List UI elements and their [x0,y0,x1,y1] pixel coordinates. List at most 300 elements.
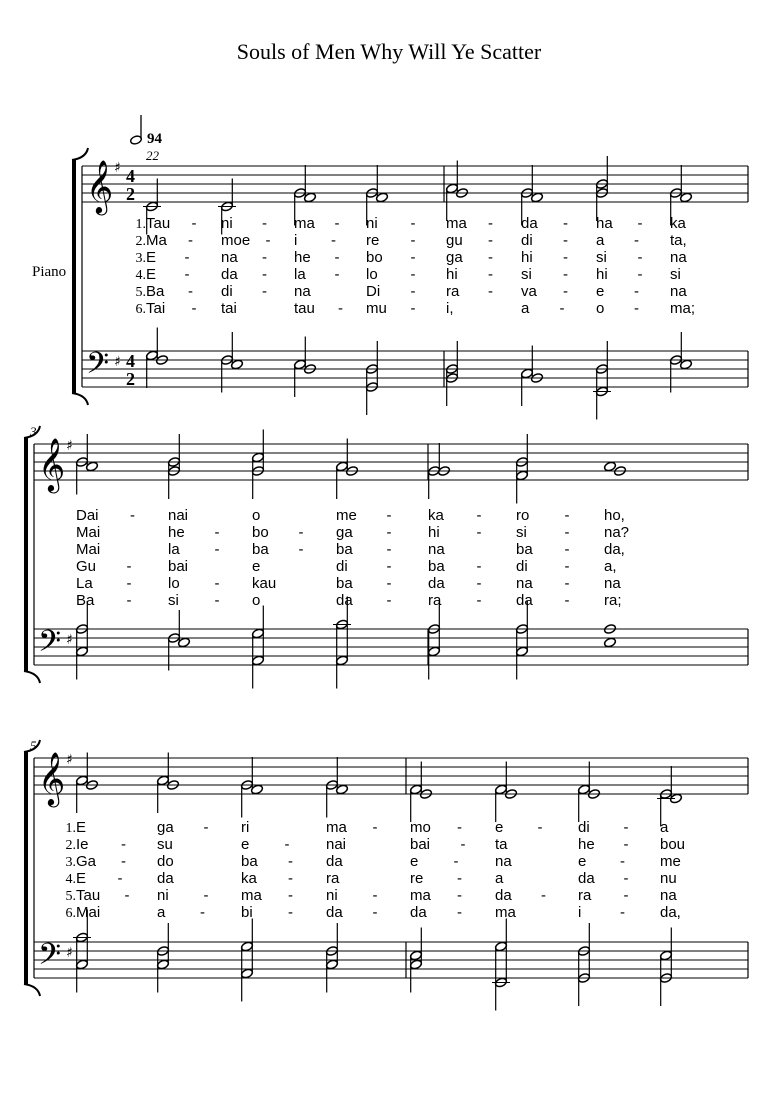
lyric-syllable: mo [410,819,431,836]
lyric-syllable: lo [366,266,378,283]
lyric-syllable: e [495,819,504,836]
lyric-syllable: la [168,541,180,558]
lyric-syllable: ma [326,819,347,836]
lyric-hyphen: - [541,887,546,904]
lyric-syllable: si [516,524,527,541]
lyric-hyphen: - [476,507,482,524]
lyric-syllable: e [252,558,261,575]
verse-number: 5. [65,889,76,904]
lyric-syllable: Mai [76,524,101,541]
lyric-hyphen: - [634,300,639,317]
lyric-hyphen: - [476,524,482,541]
lyric-hyphen: - [476,575,482,592]
lyric-syllable: Mai [76,904,101,921]
lyric-hyphen: - [288,904,293,921]
lyric-hyphen: - [563,266,568,283]
time-sig-top: 4 [126,166,135,186]
lyric-syllable: La [76,575,93,592]
bass-staff [34,629,748,665]
lyric-syllable: ga [336,524,353,541]
lyric-syllable: di [578,819,590,836]
lyric-hyphen: - [188,283,193,300]
lyric-hyphen: - [386,558,392,575]
lyric-hyphen: - [563,215,568,232]
half-note [75,959,88,970]
lyric-syllable: da [336,592,353,609]
sharp-icon: ♯ [66,945,73,961]
measure-number: 5 [30,738,37,753]
verse-number: 2. [135,234,146,249]
lyric-syllable: di [521,232,533,249]
lyric-hyphen: - [372,904,378,921]
sharp-icon: ♯ [114,354,121,370]
lyric-syllable: e [596,283,605,300]
lyric-hyphen: - [564,524,570,541]
measure-number: 22 [146,148,159,163]
lyric-syllable: da [521,215,538,232]
half-note [515,646,528,657]
half-note [156,959,169,970]
lyric-hyphen: - [476,558,482,575]
lyric-hyphen: - [623,836,629,853]
lyric-syllable: nai [168,507,189,524]
treble-staff [82,166,748,202]
lyric-syllable: ba [241,853,258,870]
lyric-hyphen: - [214,524,220,541]
time-sig-bottom: 2 [126,184,135,204]
lyric-hyphen: - [488,249,493,266]
lyric-syllable: E [76,870,87,887]
lyric-hyphen: - [537,819,543,836]
lyric-syllable: da [516,592,533,609]
lyric-syllable: na [428,541,445,558]
lyric-hyphen: - [124,887,130,904]
measure-number: 3 [30,424,37,439]
verse-number: 5. [135,285,146,300]
lyric-hyphen: - [262,215,267,232]
lyric-hyphen: - [410,232,416,249]
verse-number: 1. [65,821,76,836]
lyric-hyphen: - [372,887,378,904]
lyric-syllable: la [294,266,306,283]
lyric-hyphen: - [563,232,568,249]
lyric-hyphen: - [623,870,629,887]
lyric-syllable: o [596,300,605,317]
lyric-hyphen: - [620,904,625,921]
lyric-hyphen: - [262,266,267,283]
lyric-hyphen: - [488,283,493,300]
lyric-syllable: na? [604,524,630,541]
lyric-syllable: si [521,266,532,283]
lyric-hyphen: - [191,215,197,232]
lyric-hyphen: - [460,836,466,853]
system-1 [72,148,748,420]
lyric-syllable: ro [516,507,530,524]
lyric-syllable: e [410,853,419,870]
lyric-hyphen: - [203,819,209,836]
time-sig-top: 4 [126,351,135,371]
lyric-syllable: ga [157,819,174,836]
lyric-hyphen: - [334,266,340,283]
bass-clef-icon: 𝄢 [86,347,110,388]
lyric-syllable: Di [366,283,381,300]
lyric-syllable: na [670,249,687,266]
verse-number: 6. [135,302,146,317]
lyric-syllable: ga [446,249,463,266]
lyric-syllable: ma [410,887,431,904]
score-title: Souls of Men Why Will Ye Scatter [236,39,542,64]
lyric-syllable: va [521,283,537,300]
lyric-syllable: he [168,524,185,541]
lyric-syllable: a, [604,558,617,575]
lyric-hyphen: - [121,836,126,853]
lyric-syllable: da [578,870,595,887]
lyric-hyphen: - [130,507,135,524]
system-2 [24,424,748,689]
tempo-marking [130,115,163,147]
lyric-syllable: a [495,870,504,887]
lyric-syllable: re [366,232,380,249]
lyric-syllable: bo [366,249,383,266]
system-3 [24,738,748,1011]
lyric-hyphen: - [191,300,197,317]
lyric-hyphen: - [214,541,220,558]
bass-staff [82,351,748,387]
lyric-hyphen: - [564,507,570,524]
lyric-hyphen: - [623,887,629,904]
lyric-syllable: na [660,887,677,904]
treble-clef-icon: 𝄞 [38,437,66,491]
lyric-hyphen: - [623,819,629,836]
verse-number: 2. [65,838,76,853]
lyric-syllable: ba [428,558,445,575]
lyric-hyphen: - [126,575,132,592]
lyric-hyphen: - [488,232,493,249]
tempo-value: 94 [147,131,162,147]
lyric-syllable: ni [326,887,338,904]
lyric-hyphen: - [457,904,462,921]
lyric-syllable: ma; [670,300,696,317]
lyric-hyphen: - [559,300,565,317]
sharp-icon: ♯ [114,160,121,176]
lyric-syllable: do [157,853,174,870]
half-note [75,646,88,657]
lyric-hyphen: - [620,853,625,870]
half-note [409,959,422,970]
lyric-hyphen: - [126,592,132,609]
bracket-bottom-hook [24,671,40,683]
whole-note [603,637,616,648]
lyric-syllable: da [221,266,238,283]
lyric-syllable: si [168,592,179,609]
lyric-syllable: ta, [670,232,687,249]
lyric-hyphen: - [634,232,639,249]
lyric-syllable: o [252,507,261,524]
lyric-syllable: moe [221,232,251,249]
lyric-syllable: lo [168,575,180,592]
lyric-syllable: E [76,819,87,836]
time-sig-bottom: 2 [126,369,135,389]
lyric-syllable: su [157,836,173,853]
lyric-syllable: ba [252,541,269,558]
lyric-syllable: di [336,558,348,575]
lyric-hyphen: - [298,541,304,558]
lyric-hyphen: - [410,266,416,283]
half-note [325,959,338,970]
lyric-syllable: hi [446,266,458,283]
lyric-hyphen: - [214,575,220,592]
lyric-hyphen: - [386,592,392,609]
lyric-syllable: da [495,887,512,904]
lyric-syllable: da [326,853,343,870]
bass-clef-icon: 𝄢 [38,938,62,979]
lyric-hyphen: - [457,887,462,904]
lyric-syllable: ra [326,870,340,887]
lyric-syllable: re [410,870,424,887]
lyric-hyphen: - [386,507,392,524]
system-bracket [24,438,28,671]
lyric-syllable: bo [252,524,269,541]
lyric-syllable: bai [410,836,431,853]
lyric-hyphen: - [126,558,132,575]
lyric-hyphen: - [410,215,416,232]
verse-number: 3. [135,251,146,266]
verse-number: 4. [65,872,76,887]
verse-number: 1. [135,217,146,232]
lyric-hyphen: - [188,232,193,249]
half-note [251,452,264,463]
lyric-hyphen: - [488,215,493,232]
lyric-syllable: he [578,836,595,853]
lyric-syllable: ma [495,904,516,921]
lyric-syllable: Ma [146,232,167,249]
lyric-syllable: si [670,266,681,283]
lyric-hyphen: - [288,853,293,870]
lyric-syllable: Tai [146,300,166,317]
lyric-hyphen: - [117,870,123,887]
lyric-hyphen: - [214,592,220,609]
lyric-syllable: da [410,904,427,921]
lyric-syllable: Ga [76,853,97,870]
lyric-hyphen: - [200,904,205,921]
lyric-syllable: ra [446,283,460,300]
bass-staff [34,942,748,978]
lyric-hyphen: - [637,249,643,266]
lyric-syllable: Gu [76,558,97,575]
lyric-hyphen: - [284,836,290,853]
lyric-syllable: ma [241,887,262,904]
lyric-syllable: nai [326,836,347,853]
sharp-icon: ♯ [66,632,73,648]
lyric-syllable: e [578,853,587,870]
lyric-hyphen: - [338,300,343,317]
lyric-syllable: si [596,249,607,266]
half-note [251,628,264,639]
lyric-syllable: di [221,283,233,300]
lyric-syllable: bai [168,558,189,575]
lyric-syllable: bou [660,836,686,853]
treble-clef-icon: 𝄞 [86,159,114,213]
lyric-syllable: i, [446,300,454,317]
sharp-icon: ♯ [66,438,73,454]
lyric-syllable: hi [428,524,440,541]
bass-clef-icon: 𝄢 [38,625,62,666]
lyric-hyphen: - [563,249,568,266]
lyric-hyphen: - [184,266,190,283]
treble-staff [34,758,748,794]
lyric-hyphen: - [298,524,304,541]
half-note [240,968,253,979]
lyric-syllable: ni [157,887,169,904]
verse-number: 3. [65,855,76,870]
lyric-hyphen: - [457,819,462,836]
lyric-syllable: ni [221,215,233,232]
lyric-syllable: nu [660,870,677,887]
lyric-hyphen: - [410,283,416,300]
lyric-hyphen: - [203,887,209,904]
half-note [409,950,422,961]
lyric-syllable: a [157,904,166,921]
lyric-hyphen: - [488,266,493,283]
lyric-syllable: da [157,870,174,887]
lyric-hyphen: - [386,541,392,558]
lyric-syllable: ma [446,215,467,232]
lyric-syllable: da, [660,904,681,921]
lyric-syllable: na [604,575,621,592]
lyric-syllable: o [252,592,261,609]
lyric-syllable: na [221,249,238,266]
lyric-syllable: ma [294,215,315,232]
lyric-hyphen: - [288,870,293,887]
verse-number: 4. [135,268,146,283]
lyric-syllable: Ba [146,283,165,300]
lyric-hyphen: - [184,249,190,266]
half-note [659,950,672,961]
lyric-syllable: hi [521,249,533,266]
lyric-syllable: ba [516,541,533,558]
bracket-bottom-hook [24,984,40,996]
lyric-syllable: kau [252,575,277,592]
lyric-hyphen: - [453,853,459,870]
lyric-hyphen: - [410,249,416,266]
lyric-syllable: E [146,266,157,283]
lyric-hyphen: - [457,870,462,887]
lyric-syllable: i [294,232,298,249]
lyric-syllable: a [521,300,530,317]
half-note [335,655,348,666]
lyric-hyphen: - [386,575,392,592]
sharp-icon: ♯ [66,752,73,768]
lyric-hyphen: - [637,266,643,283]
half-note [494,941,507,952]
lyric-hyphen: - [476,592,482,609]
lyric-syllable: me [336,507,357,524]
lyric-syllable: tau [294,300,315,317]
lyric-syllable: a [596,232,605,249]
lyric-syllable: i [578,904,582,921]
treble-staff [34,444,748,480]
bracket-bottom-hook [72,393,88,405]
lyric-syllable: ta [495,836,508,853]
lyric-syllable: a [660,819,669,836]
lyric-syllable: e [241,836,250,853]
lyric-hyphen: - [563,283,568,300]
system-bracket [72,160,76,393]
lyric-hyphen: - [410,300,416,317]
lyric-hyphen: - [334,215,340,232]
lyric-syllable: tai [221,300,237,317]
lyric-hyphen: - [564,541,570,558]
lyric-syllable: Ba [76,592,95,609]
instrument-name: Piano [32,264,67,280]
lyric-syllable: ha [596,215,613,232]
lyric-syllable: ba [336,575,353,592]
lyric-hyphen: - [564,575,570,592]
lyric-syllable: na [495,853,512,870]
lyric-syllable: ka [670,215,686,232]
lyric-hyphen: - [637,215,643,232]
lyric-hyphen: - [634,283,639,300]
lyric-hyphen: - [564,558,570,575]
lyric-hyphen: - [334,249,340,266]
lyric-syllable: na [670,283,687,300]
lyric-syllable: ra; [604,592,622,609]
lyric-hyphen: - [331,232,336,249]
lyric-hyphen: - [288,887,293,904]
lyric-syllable: ka [241,870,257,887]
lyric-syllable: da [326,904,343,921]
lyric-syllable: ra [428,592,442,609]
lyric-syllable: Mai [76,541,101,558]
lyric-syllable: me [660,853,681,870]
lyric-syllable: da, [604,541,625,558]
lyric-syllable: Ie [76,836,89,853]
half-note [515,470,528,481]
lyric-syllable: da [428,575,445,592]
lyric-syllable: he [294,249,311,266]
lyric-syllable: na [516,575,533,592]
lyric-syllable: ra [578,887,592,904]
lyric-hyphen: - [265,232,271,249]
treble-clef-icon: 𝄞 [38,751,66,805]
half-note [240,941,253,952]
lyric-hyphen: - [372,819,378,836]
half-note [427,646,440,657]
lyric-hyphen: - [564,592,570,609]
half-note [251,655,264,666]
lyric-syllable: ka [428,507,444,524]
lyric-syllable: hi [596,266,608,283]
lyric-syllable: ni [366,215,378,232]
lyric-syllable: mu [366,300,387,317]
verse-number: 6. [65,906,76,921]
lyric-syllable: na [294,283,311,300]
lyric-syllable: di [516,558,528,575]
lyric-syllable: ri [241,819,250,836]
lyric-syllable: Dai [76,507,99,524]
lyric-hyphen: - [262,249,267,266]
lyric-hyphen: - [121,853,126,870]
lyric-syllable: E [146,249,157,266]
lyric-hyphen: - [386,524,392,541]
lyric-syllable: Tau [146,215,171,232]
lyric-syllable: ho, [604,507,625,524]
lyric-hyphen: - [262,283,267,300]
lyric-syllable: ba [336,541,353,558]
lyric-syllable: gu [446,232,463,249]
system-bracket [24,752,28,984]
lyric-syllable: bi [241,904,253,921]
